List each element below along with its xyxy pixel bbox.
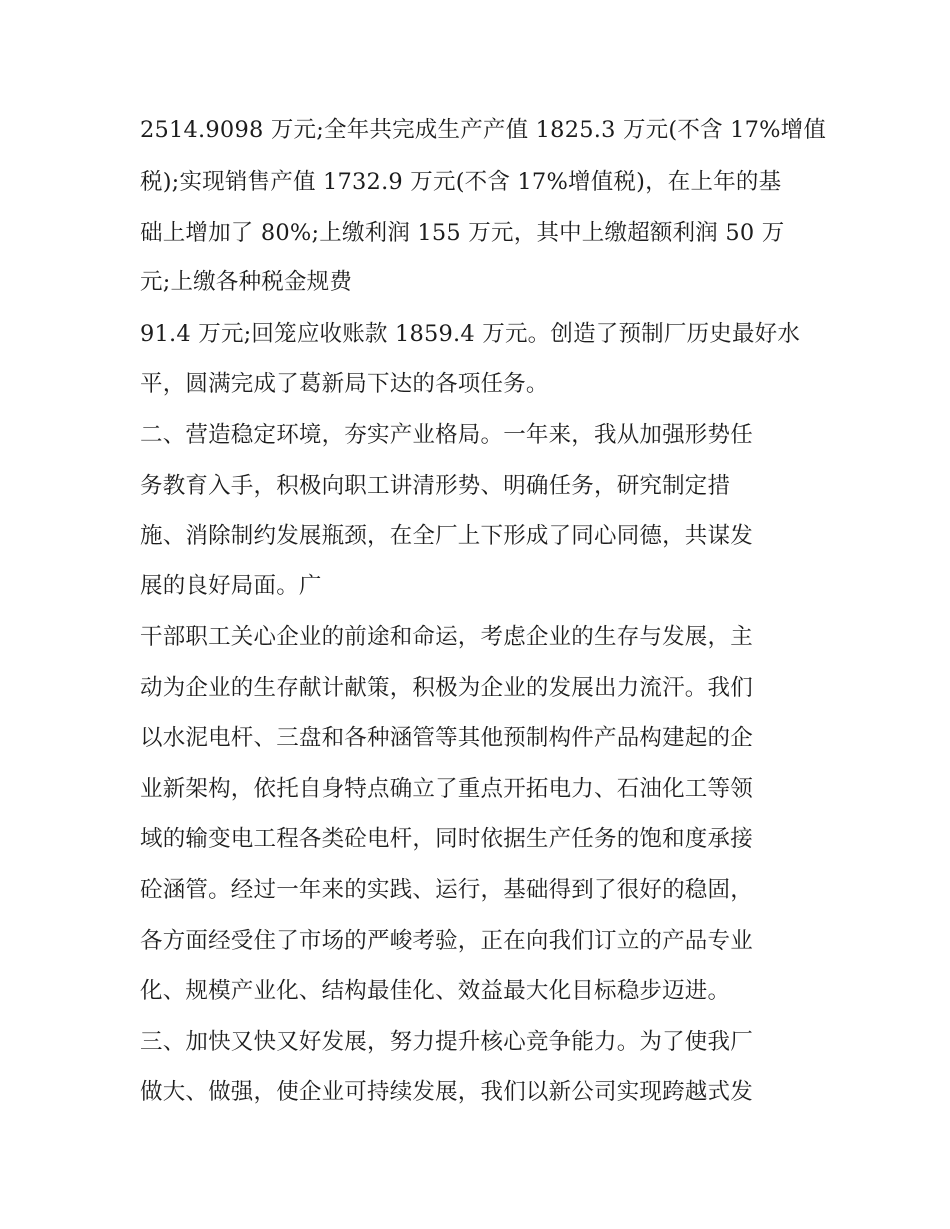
text-line: 化、规模产业化、结构最佳化、效益最大化目标稳步迈进。 (140, 978, 731, 1004)
text-line: 平，圆满完成了葛新局下达的各项任务。 (140, 371, 549, 397)
text-line: 砼涵管。经过一年来的实践、运行，基础得到了很好的稳固， (140, 877, 753, 903)
text-line: 础上增加了 80%;上缴利润 155 万元，其中上缴超额利润 50 万 (140, 220, 785, 246)
text-line: 域的输变电工程各类砼电杆，同时依据生产任务的饱和度承接 (140, 826, 753, 852)
text-line: 二、营造稳定环境，夯实产业格局。一年来，我从加强形势任 (140, 422, 753, 448)
text-line: 91.4 万元;回笼应收账款 1859.4 万元。创造了预制厂历史最好水 (140, 321, 801, 347)
text-line: 做大、做强，使企业可持续发展，我们以新公司实现跨越式发 (140, 1079, 753, 1105)
text-line: 元;上缴各种税金规费 (140, 269, 353, 295)
text-line: 施、消除制约发展瓶颈，在全厂上下形成了同心同德，共谋发 (140, 523, 753, 549)
text-line: 干部职工关心企业的前途和命运，考虑企业的生存与发展，主 (140, 624, 753, 650)
text-line: 税);实现销售产值 1732.9 万元(不含 17%增值税)，在上年的基 (140, 169, 782, 195)
text-line: 展的良好局面。广 (140, 573, 322, 599)
text-line: 三、加快又快又好发展，努力提升核心竞争能力。为了使我厂 (140, 1029, 753, 1055)
text-line: 务教育入手，积极向职工讲清形势、明确任务，研究制定措 (140, 473, 731, 499)
text-line: 业新架构，依托自身特点确立了重点开拓电力、石油化工等领 (140, 776, 753, 802)
text-line: 以水泥电杆、三盘和各种涵管等其他预制构件产品构建起的企 (140, 725, 753, 751)
text-line: 2514.9098 万元;全年共完成生产产值 1825.3 万元(不含 17%增值 (140, 117, 827, 143)
text-line: 各方面经受住了市场的严峻考验，正在向我们订立的产品专业 (140, 928, 753, 954)
text-line: 动为企业的生存献计献策，积极为企业的发展出力流汗。我们 (140, 675, 753, 701)
